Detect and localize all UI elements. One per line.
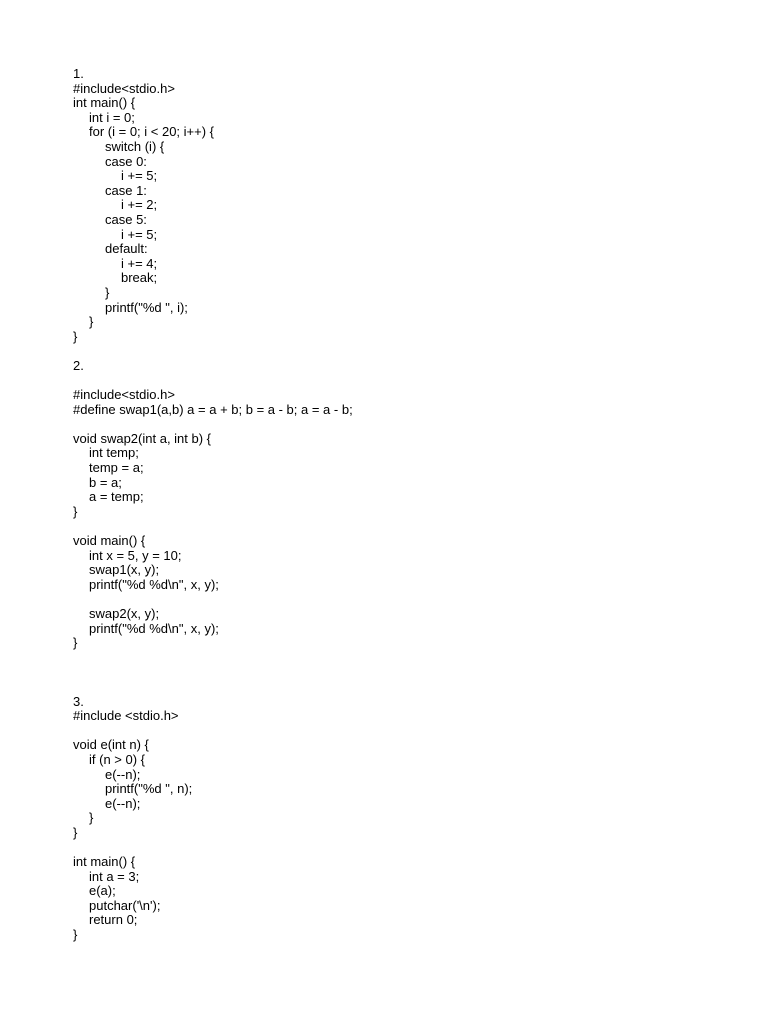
code-line: } [73,328,78,344]
code-line: i += 5; [121,226,158,242]
question-3 [73,695,753,943]
code-line: int temp; [89,445,139,461]
code-line: return 0; [89,912,138,928]
code-line: } [73,503,78,519]
code-line: } [89,314,94,330]
blank-line [73,724,753,739]
code-line: int main() { [73,95,136,111]
code-line: printf("%d %d\n", x, y); [89,576,219,592]
question-2 [73,359,753,651]
code-line: printf("%d %d\n", x, y); [89,620,219,636]
code-line: } [105,284,110,300]
code-line: i += 5; [121,168,158,184]
code-line: case 1: [105,182,147,198]
code-line: #include <stdio.h> [73,708,179,724]
code-line: temp = a; [89,460,144,476]
code-document [73,67,753,943]
code-line: } [73,635,78,651]
question-number: 1. [73,66,84,81]
code-line: case 0: [105,153,147,169]
code-line: break; [121,270,158,286]
code-line: int i = 0; [89,109,135,125]
blank-line [73,373,753,388]
code-block [73,709,753,943]
code-line: i += 4; [121,255,158,271]
code-line: e(a); [89,883,116,899]
code-line: e(--n); [105,766,141,782]
code-line: void swap2(int a, int b) { [73,430,212,446]
blank-line [73,592,753,607]
code-line: } [73,824,78,840]
blank-line [73,519,753,534]
code-line: putchar('\n'); [89,897,161,913]
code-line: swap1(x, y); [89,562,160,578]
code-line: #define swap1(a,b) a = a + b; b = a - b; a = a - b; [73,401,353,417]
code-line: #include<stdio.h> [73,80,175,96]
question-number: 2. [73,357,84,373]
code-line: case 5: [105,211,147,227]
code-line: printf("%d ", i); [105,299,188,315]
code-line: a = temp; [89,489,144,505]
question-number: 3. [73,693,84,709]
code-line: b = a; [89,474,122,490]
code-line: } [73,927,78,943]
code-line: i += 2; [121,197,158,213]
code-line: default: [105,241,148,257]
blank-line [73,840,753,855]
code-block [73,373,753,650]
code-line: #include<stdio.h> [73,387,175,403]
code-block [73,82,753,345]
code-line: if (n > 0) { [89,751,145,767]
code-line: switch (i) { [105,138,165,154]
code-line: int a = 3; [89,868,140,884]
code-line: int main() { [73,854,136,870]
code-line: void e(int n) { [73,737,149,753]
code-line: int x = 5, y = 10; [89,547,182,563]
code-line: for (i = 0; i < 20; i++) { [89,124,215,140]
blank-line [73,417,753,432]
code-line: } [89,810,94,826]
question-1 [73,67,753,344]
code-line: e(--n); [105,795,141,811]
code-line: swap2(x, y); [89,605,160,621]
code-line: printf("%d ", n); [105,781,193,797]
code-line: void main() { [73,533,146,548]
